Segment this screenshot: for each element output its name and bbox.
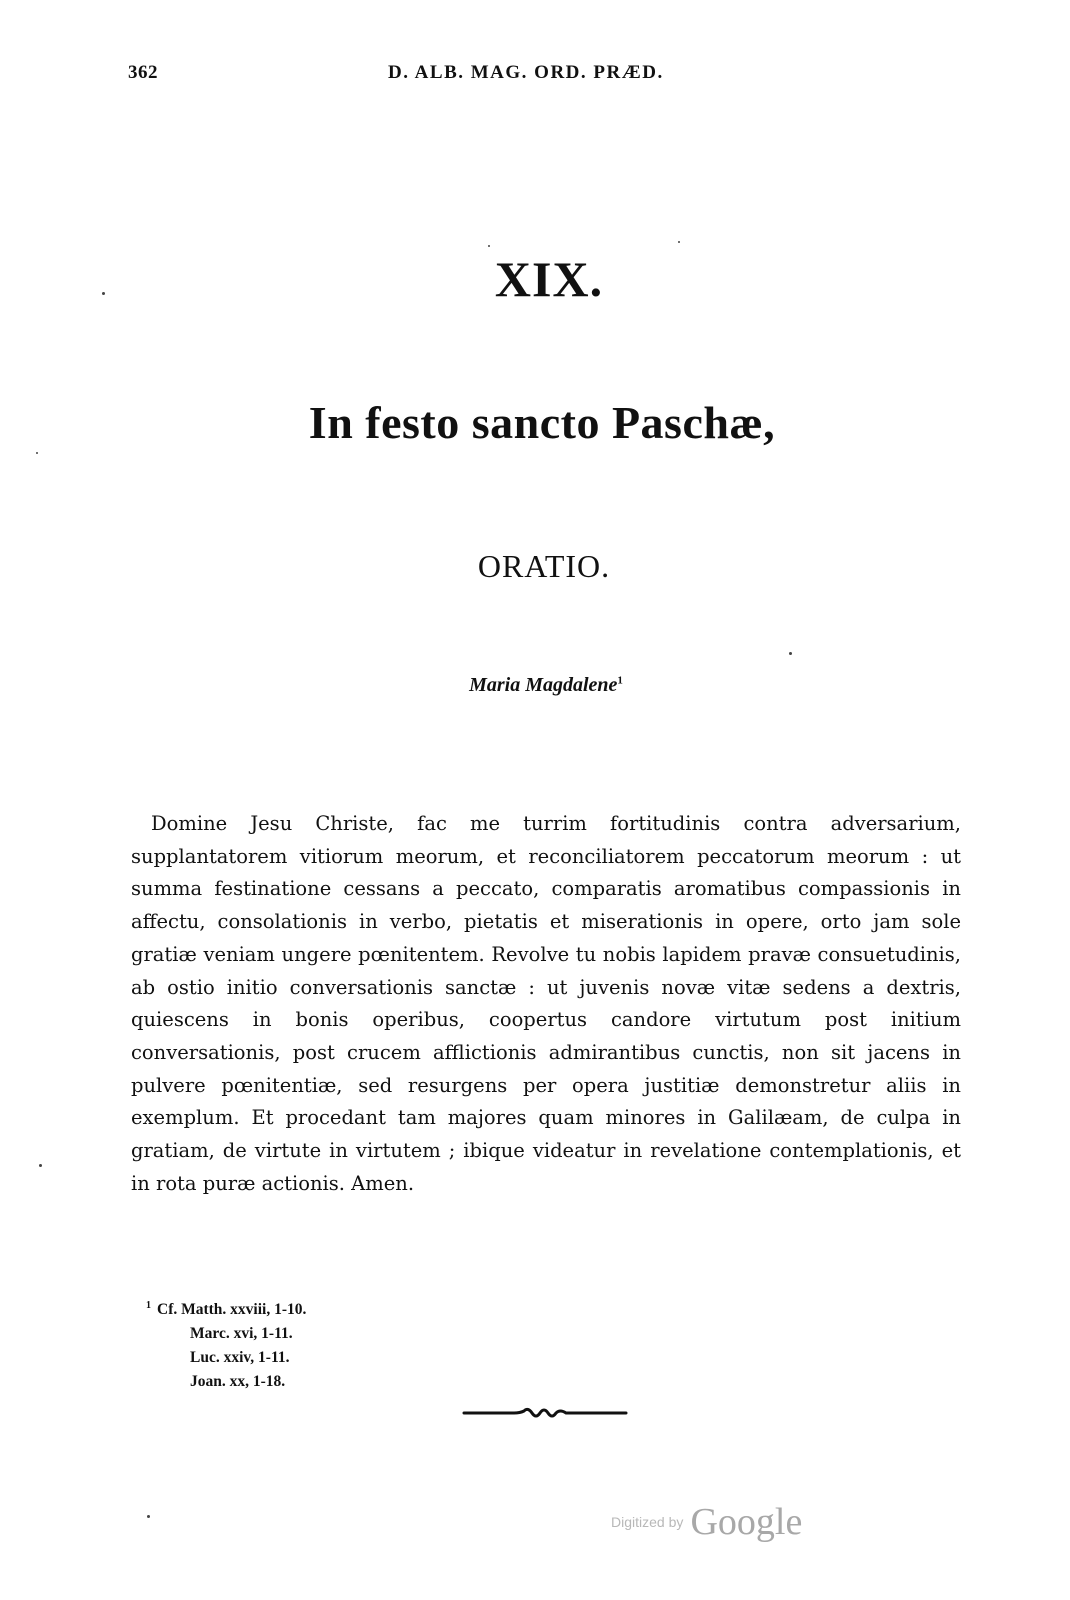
footnote-line — [146, 1370, 306, 1394]
section-title: In festo sancto Paschæ, — [308, 397, 776, 448]
footnote-reference[interactable]: 1 — [617, 674, 623, 687]
page-number: 362 — [128, 62, 158, 83]
dust-speck — [678, 241, 680, 243]
dust-speck — [147, 1515, 150, 1518]
chapter-number: XIX. — [494, 251, 604, 307]
footnote-marker: 1 — [146, 1300, 151, 1311]
footnote-text: Luc. xxiv, 1-11. — [190, 1349, 290, 1367]
dust-speck — [36, 452, 38, 454]
dust-speck — [488, 245, 490, 247]
ornament-divider — [462, 1402, 630, 1424]
watermark — [611, 1500, 802, 1544]
footnote-text: Joan. xx, 1-18. — [190, 1373, 286, 1391]
running-head: D. ALB. MAG. ORD. PRÆD. — [388, 62, 664, 83]
google-logo: Google — [690, 1501, 803, 1543]
invocation — [0, 674, 1070, 697]
footnote-text: Marc. xvi, 1-11. — [190, 1325, 293, 1343]
subtitle: ORATIO. — [477, 548, 611, 584]
invocation-text: Maria Magdalene — [469, 674, 618, 696]
footnote-line — [146, 1294, 306, 1322]
watermark-prefix: Digitized by — [611, 1514, 684, 1530]
footnote-text: Cf. Matth. xxviii, 1-10. — [157, 1301, 307, 1319]
dust-speck — [39, 1164, 42, 1167]
footnote-line — [146, 1346, 306, 1370]
dust-speck — [102, 292, 105, 295]
body-paragraph: Domine Jesu Christe, fac me turrim fortitudinis contra adversarium, supplantatorem vitiorum meorum, et reconciliatorem peccatorum meorum : ut summa festinatione cessans a peccato, comparatis aromatibus compassionis in affectu, consolationis in verbo, pietatis et miserationis in opere, orto jam sole gratiæ veniam ungere pœnitentem. Revolve tu nobis lapidem pravæ consuetudinis, ab ostio initio conversationis sanctæ : ut juvenis novæ vitæ sedens a dextris, quiescens in bonis operibus, coopertus candore virtutum post initium conversationis, post crucem afflictionis admirantibus cunctis, non sit jacens in pulvere pœnitentiæ, sed resurgens per opera justitiæ demonstretur aliis in exemplum. Et procedant tam majores quam minores in Galilæam, de culpa in gratiam, de virtute in virtutem ; ibique videatur in revelatione contemplationis, et in rota puræ actionis. Amen. — [131, 812, 961, 1195]
footnotes — [146, 1294, 306, 1394]
dust-speck — [789, 652, 792, 655]
footnote-line — [146, 1322, 306, 1346]
